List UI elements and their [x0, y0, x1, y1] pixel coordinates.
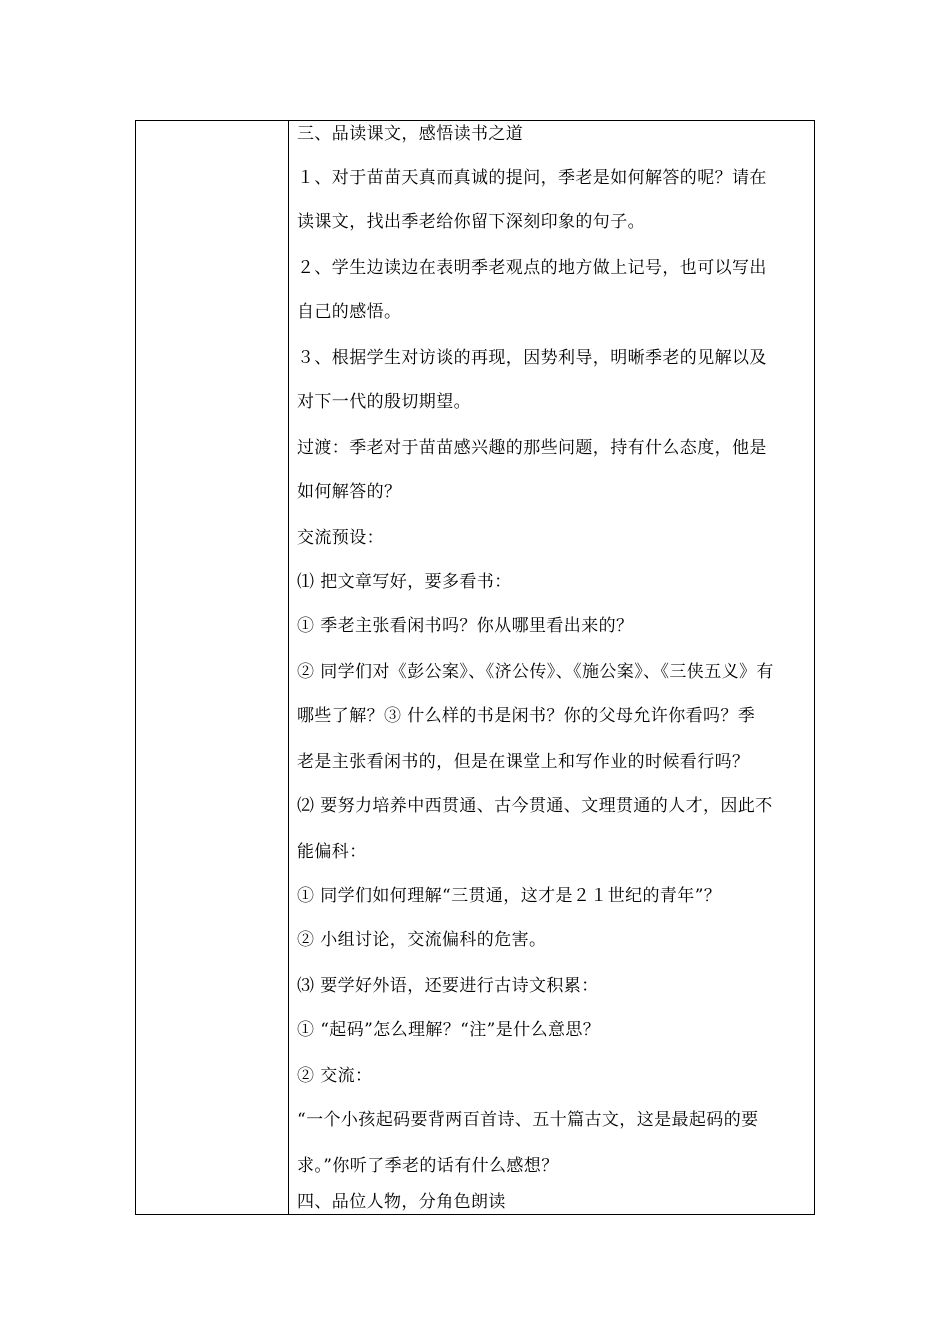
section-heading-4: 四、品位人物，分角色朗读 [297, 1192, 506, 1212]
content-line: 哪些了解？③ 什么样的书是闲书？你的父母允许你看吗？季 [297, 706, 756, 726]
content-line: 过渡：季老对于苗苗感兴趣的那些问题，持有什么态度，他是 [297, 438, 767, 458]
content-line: 读课文，找出季老给你留下深刻印象的句子。 [297, 212, 645, 232]
content-line: 求。”你听了季老的话有什么感想？ [297, 1156, 559, 1176]
content-line: ① 同学们如何理解“三贯通，这才是２１世纪的青年”？ [297, 886, 722, 906]
content-line: “一个小孩起码要背两百首诗、五十篇古文，这是最起码的要 [297, 1110, 759, 1130]
table-content-cell [289, 121, 814, 1214]
content-line: ⑵ 要努力培养中西贯通、古今贯通、文理贯通的人才，因此不 [297, 796, 773, 816]
content-line: １、对于苗苗天真而真诚的提问，季老是如何解答的呢？请在 [297, 168, 767, 188]
content-line: 能偏科： [297, 842, 367, 862]
content-line: ２、学生边读边在表明季老观点的地方做上记号，也可以写出 [297, 258, 767, 278]
content-line: 交流预设： [297, 528, 384, 548]
content-line: ⑶ 要学好外语，还要进行古诗文积累： [297, 976, 599, 996]
table-left-column [136, 121, 289, 1214]
section-heading-3: 三、品读课文，感悟读书之道 [297, 124, 524, 144]
content-line: 自己的感悟。 [297, 302, 402, 322]
content-line: 老是主张看闲书的，但是在课堂上和写作业的时候看行吗？ [297, 752, 750, 772]
lesson-table [135, 120, 815, 1215]
content-line: 对下一代的殷切期望。 [297, 392, 471, 412]
content-line: ② 同学们对《彭公案》、《济公传》、《施公案》、《三侠五义》有 [297, 662, 774, 682]
content-line: ② 交流： [297, 1066, 373, 1086]
content-line: ① “起码”怎么理解？“注”是什么意思？ [297, 1020, 601, 1040]
content-line: ① 季老主张看闲书吗？你从哪里看出来的？ [297, 616, 634, 636]
content-line: ３、根据学生对访谈的再现，因势利导，明晰季老的见解以及 [297, 348, 767, 368]
content-line: ② 小组讨论，交流偏科的危害。 [297, 930, 547, 950]
content-line: ⑴ 把文章写好，要多看书： [297, 572, 512, 592]
content-line: 如何解答的？ [297, 482, 402, 502]
